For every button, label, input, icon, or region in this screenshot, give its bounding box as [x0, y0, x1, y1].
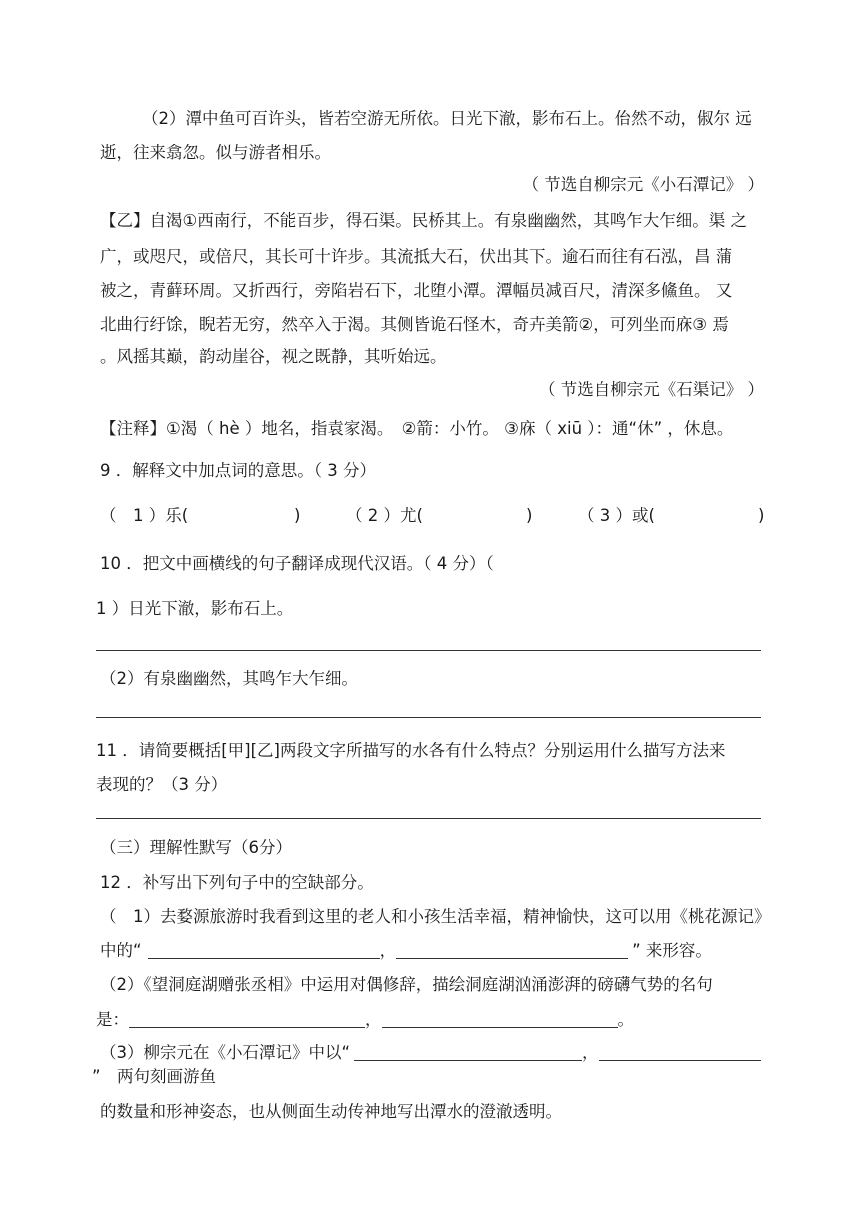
passage-jia-line-1: （2）潭中鱼可百许头，皆若空游无所依。日光下澈，影布石上。佁然不动，俶尔 远 — [142, 109, 752, 128]
question-9-prompt: 9 ．解释文中加点词的意思。（ 3 分） — [100, 461, 376, 480]
q12-sub-1-line-2 — [100, 940, 712, 962]
q9-item-3-close: ) — [758, 506, 765, 525]
passage-jia-line-2: 逝，往来翕忽。似与游者相乐。 — [100, 143, 331, 162]
q12-sub-2-line-1: （2）《望洞庭湖赠张丞相》中运用对偶修辞，描绘洞庭湖汹涌澎湃的磅礴气势的名句 — [100, 975, 713, 994]
question-12-prompt: 12 ．补写出下列句子中的空缺部分。 — [100, 873, 374, 892]
passage-jia-source: （ 节选自柳宗元《小石潭记》 ） — [522, 175, 764, 194]
blank-suffix: ” 来形容。 — [632, 941, 712, 960]
fill-blank-2a[interactable] — [129, 1011, 365, 1028]
fill-blank-2b[interactable] — [382, 1011, 618, 1028]
blank-prefix: 是： — [96, 1010, 129, 1029]
fill-blank-1b[interactable] — [396, 942, 628, 959]
question-11-line-2: 表现的？（3 分） — [96, 775, 228, 794]
fill-blank-3b[interactable] — [599, 1044, 761, 1061]
passage-yi-line-2: 广，或咫尺，或倍尺，其长可十许步。其流抵大石，伏出其下。逾石而往有石泓，昌 蒲 — [100, 247, 733, 266]
q12-sub-2-line-2 — [96, 1009, 634, 1031]
blank-end: 。 — [617, 1010, 634, 1029]
q12-sub-3-line-2: ” 两句刻画游鱼 — [92, 1067, 217, 1086]
q12-sub-3-line-1 — [100, 1042, 761, 1064]
q9-item-3-open: （ 3 ）或( — [578, 506, 655, 525]
question-10-prompt: 10 ．把文中画横线的句子翻译成现代汉语。（ 4 分）（ — [100, 554, 494, 573]
q10-sub-1: 1 ）日光下澈，影布石上。 — [96, 599, 294, 618]
fill-blank-3a[interactable] — [354, 1044, 582, 1061]
answer-line-q10-2 — [96, 717, 761, 718]
blank-comma: ， — [379, 941, 397, 960]
q12-sub-3-line-3: 的数量和形神姿态，也从侧面生动传神地写出潭水的澄澈透明。 — [100, 1102, 562, 1121]
passage-yi-line-3: 被之，青藓环周。又折西行，旁陷岩石下，北堕小潭。潭幅员减百尺，清深多鯈鱼。 又 — [100, 281, 733, 300]
q10-sub-2: （2）有泉幽幽然，其鸣乍大乍细。 — [100, 669, 358, 688]
passage-yi-line-5: 。风摇其巅，韵动崖谷，视之既静，其听始远。 — [100, 347, 447, 366]
section-3-title: （三）理解性默写（6分） — [100, 838, 292, 857]
annotation-notes: 【注释】①渴（ hè ）地名，指袁家渴。 ②箭：小竹。 ③庥（ xiū ）：通“休” ，休息。 — [100, 419, 734, 438]
blank-prefix: （3）柳宗元在《小石潭记》中以“ — [100, 1043, 351, 1062]
blank-comma: ， — [582, 1043, 599, 1062]
blank-prefix: 中的“ — [100, 941, 142, 960]
passage-yi-line-1: 【乙】自渴①西南行，不能百步，得石渠。民桥其上。有泉幽幽然，其鸣乍大乍细。渠 之 — [100, 211, 748, 230]
fill-blank-1a[interactable] — [148, 942, 380, 959]
blank-comma: ， — [365, 1010, 382, 1029]
answer-line-q11 — [96, 818, 761, 819]
q9-item-2-close: ) — [526, 506, 533, 525]
passage-yi-line-4: 北曲行纡馀，睨若无穷，然卒入于渴。其侧皆诡石怪木，奇卉美箭②，可列坐而庥③ 焉 — [100, 315, 729, 334]
q12-sub-1-line-1: （ 1）去婺源旅游时我看到这里的老人和小孩生活幸福，精神愉快，这可以用《桃花源记》 — [100, 907, 771, 926]
question-11-line-1: 11 ．请简要概括[甲][乙]两段文字所描写的水各有什么特点？分别运用什么描写方法来 — [96, 741, 726, 760]
q9-item-1-open: （ 1 ）乐( — [100, 506, 189, 525]
answer-line-q10-1 — [96, 650, 761, 651]
passage-yi-source: （ 节选自柳宗元《石渠记》 ） — [539, 380, 764, 399]
q9-item-2-open: （ 2 ）尤( — [346, 506, 423, 525]
q9-item-1-close: ) — [294, 506, 301, 525]
